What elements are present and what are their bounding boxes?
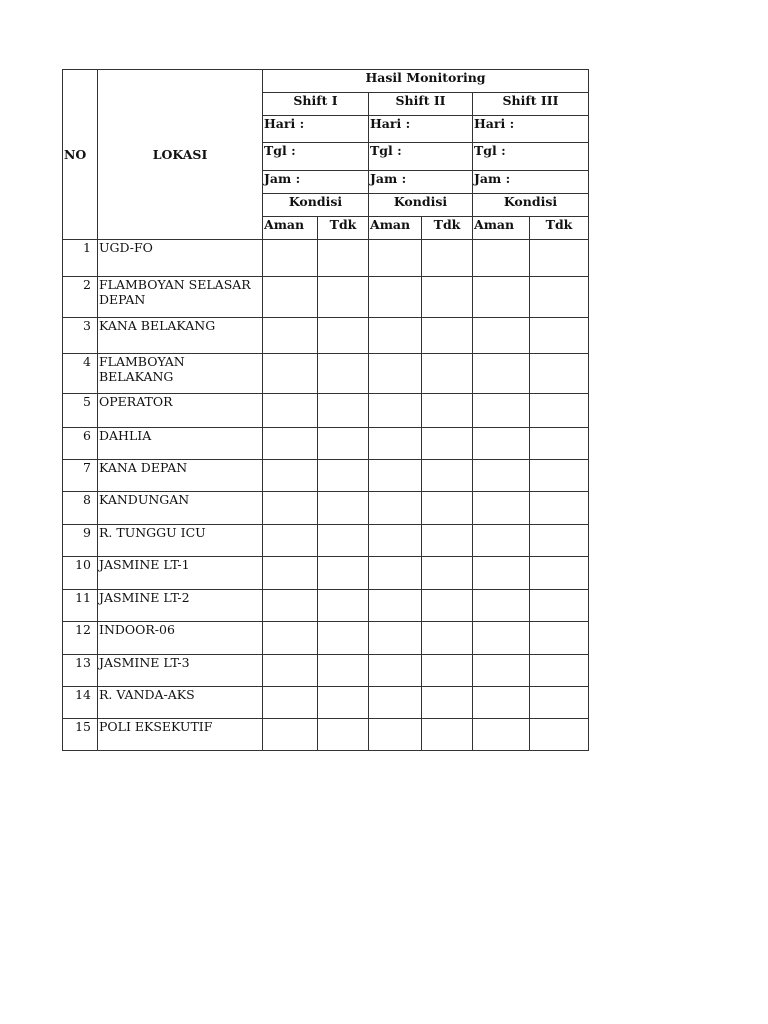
shift-1-aman-cell[interactable] [263, 318, 318, 354]
shift-3-tdk-cell[interactable] [530, 622, 589, 655]
row-lokasi: R. TUNGGU ICU [98, 525, 263, 557]
shift-3-aman-cell[interactable] [473, 719, 530, 751]
shift-2-aman-header: Aman [369, 217, 422, 240]
shift-1-tdk-cell[interactable] [318, 492, 369, 525]
table-row [63, 557, 589, 590]
shift-2-aman-cell[interactable] [369, 590, 422, 622]
shift-2-kondisi: Kondisi [369, 194, 473, 217]
table-row [63, 719, 589, 751]
shift-1-aman-cell[interactable] [263, 492, 318, 525]
shift-2-aman-cell[interactable] [369, 719, 422, 751]
shift-2-aman-cell[interactable] [369, 240, 422, 277]
shift-3-tdk-cell[interactable] [530, 557, 589, 590]
shift-3-aman-cell[interactable] [473, 394, 530, 428]
row-no: 9 [63, 525, 98, 557]
shift-2-tdk-cell[interactable] [422, 492, 473, 525]
table-row [63, 622, 589, 655]
shift-1-tdk-header: Tdk [318, 217, 369, 240]
shift-1-tdk-cell[interactable] [318, 590, 369, 622]
header-shift-3: Shift III [473, 93, 589, 116]
table-row [63, 460, 589, 492]
row-no: 5 [63, 394, 98, 428]
shift-3-tdk-cell[interactable] [530, 525, 589, 557]
row-no: 15 [63, 719, 98, 751]
shift-2-aman-cell[interactable] [369, 655, 422, 687]
shift-3-tdk-cell[interactable] [530, 655, 589, 687]
shift-3-aman-cell[interactable] [473, 428, 530, 460]
shift-1-aman-cell[interactable] [263, 354, 318, 394]
shift-2-aman-cell[interactable] [369, 354, 422, 394]
shift-2-tdk-cell[interactable] [422, 428, 473, 460]
shift-3-kondisi: Kondisi [473, 194, 589, 217]
shift-1-aman-cell[interactable] [263, 719, 318, 751]
shift-1-tdk-cell[interactable] [318, 460, 369, 492]
shift-3-aman-cell[interactable] [473, 687, 530, 719]
shift-1-tdk-cell[interactable] [318, 428, 369, 460]
shift-2-hari[interactable]: Hari : [369, 116, 473, 143]
row-no: 14 [63, 687, 98, 719]
shift-2-tdk-cell[interactable] [422, 354, 473, 394]
shift-2-tdk-cell[interactable] [422, 318, 473, 354]
shift-3-aman-cell[interactable] [473, 240, 530, 277]
shift-3-tdk-cell[interactable] [530, 394, 589, 428]
shift-3-tgl[interactable]: Tgl : [473, 143, 589, 171]
shift-3-aman-cell[interactable] [473, 354, 530, 394]
shift-2-tdk-cell[interactable] [422, 240, 473, 277]
row-no: 1 [63, 240, 98, 277]
shift-2-tdk-cell[interactable] [422, 719, 473, 751]
row-lokasi: KANA DEPAN [98, 460, 263, 492]
monitoring-table [62, 69, 589, 751]
shift-3-hari[interactable]: Hari : [473, 116, 589, 143]
shift-1-aman-cell[interactable] [263, 687, 318, 719]
shift-3-aman-cell[interactable] [473, 590, 530, 622]
row-lokasi: KANA BELAKANG [98, 318, 263, 354]
shift-3-aman-header: Aman [473, 217, 530, 240]
shift-3-aman-cell[interactable] [473, 525, 530, 557]
shift-2-aman-cell[interactable] [369, 318, 422, 354]
shift-2-tgl[interactable]: Tgl : [369, 143, 473, 171]
row-lokasi: KANDUNGAN [98, 492, 263, 525]
shift-2-tdk-cell[interactable] [422, 687, 473, 719]
shift-1-aman-cell[interactable] [263, 525, 318, 557]
row-lokasi: FLAMBOYAN BELAKANG [98, 354, 263, 394]
shift-3-tdk-cell[interactable] [530, 318, 589, 354]
table-row [63, 277, 589, 318]
shift-2-tdk-cell[interactable] [422, 622, 473, 655]
shift-1-aman-cell[interactable] [263, 460, 318, 492]
shift-1-aman-cell[interactable] [263, 240, 318, 277]
shift-3-tdk-cell[interactable] [530, 719, 589, 751]
shift-1-tdk-cell[interactable] [318, 394, 369, 428]
shift-2-aman-cell[interactable] [369, 394, 422, 428]
row-lokasi: JASMINE LT-2 [98, 590, 263, 622]
shift-2-aman-cell[interactable] [369, 277, 422, 318]
row-lokasi: R. VANDA-AKS [98, 687, 263, 719]
shift-2-jam[interactable]: Jam : [369, 171, 473, 194]
shift-1-aman-cell[interactable] [263, 277, 318, 318]
shift-2-tdk-cell[interactable] [422, 655, 473, 687]
shift-1-tdk-cell[interactable] [318, 277, 369, 318]
shift-1-tdk-cell[interactable] [318, 525, 369, 557]
shift-2-tdk-cell[interactable] [422, 277, 473, 318]
header-no: NO [63, 70, 98, 240]
row-no: 6 [63, 428, 98, 460]
shift-1-aman-cell[interactable] [263, 590, 318, 622]
shift-3-tdk-cell[interactable] [530, 428, 589, 460]
row-no: 4 [63, 354, 98, 394]
shift-3-tdk-cell[interactable] [530, 354, 589, 394]
shift-1-tdk-cell[interactable] [318, 655, 369, 687]
shift-2-aman-cell[interactable] [369, 557, 422, 590]
shift-3-tdk-cell[interactable] [530, 590, 589, 622]
shift-2-aman-cell[interactable] [369, 428, 422, 460]
shift-3-tdk-cell[interactable] [530, 687, 589, 719]
shift-3-tdk-header: Tdk [530, 217, 589, 240]
shift-1-tdk-cell[interactable] [318, 622, 369, 655]
shift-3-tdk-cell[interactable] [530, 460, 589, 492]
shift-1-aman-header: Aman [263, 217, 318, 240]
shift-1-kondisi: Kondisi [263, 194, 369, 217]
table-row [63, 492, 589, 525]
shift-1-jam[interactable]: Jam : [263, 171, 369, 194]
shift-1-tdk-cell[interactable] [318, 318, 369, 354]
shift-1-tgl[interactable]: Tgl : [263, 143, 369, 171]
shift-3-tdk-cell[interactable] [530, 492, 589, 525]
shift-1-aman-cell[interactable] [263, 557, 318, 590]
table-row [63, 687, 589, 719]
shift-1-tdk-cell[interactable] [318, 557, 369, 590]
shift-2-tdk-cell[interactable] [422, 394, 473, 428]
shift-3-aman-cell[interactable] [473, 460, 530, 492]
shift-3-tdk-cell[interactable] [530, 240, 589, 277]
shift-3-aman-cell[interactable] [473, 318, 530, 354]
shift-2-tdk-cell[interactable] [422, 460, 473, 492]
row-no: 8 [63, 492, 98, 525]
row-no: 2 [63, 277, 98, 318]
row-lokasi: INDOOR-06 [98, 622, 263, 655]
table-row [63, 240, 589, 277]
header-hasil-monitoring: Hasil Monitoring [263, 70, 589, 93]
shift-2-tdk-cell[interactable] [422, 590, 473, 622]
shift-1-tdk-cell[interactable] [318, 354, 369, 394]
header-shift-2: Shift II [369, 93, 473, 116]
shift-2-aman-cell[interactable] [369, 492, 422, 525]
shift-2-aman-cell[interactable] [369, 687, 422, 719]
row-lokasi: FLAMBOYAN SELASAR DEPAN [98, 277, 263, 318]
row-lokasi: JASMINE LT-1 [98, 557, 263, 590]
table-row [63, 655, 589, 687]
row-lokasi: JASMINE LT-3 [98, 655, 263, 687]
shift-1-tdk-cell[interactable] [318, 719, 369, 751]
shift-3-aman-cell[interactable] [473, 622, 530, 655]
table-row [63, 354, 589, 394]
shift-1-aman-cell[interactable] [263, 394, 318, 428]
shift-2-tdk-cell[interactable] [422, 557, 473, 590]
shift-3-aman-cell[interactable] [473, 655, 530, 687]
row-lokasi: OPERATOR [98, 394, 263, 428]
table-row [63, 318, 589, 354]
row-no: 12 [63, 622, 98, 655]
shift-1-tdk-cell[interactable] [318, 687, 369, 719]
row-no: 13 [63, 655, 98, 687]
shift-3-jam[interactable]: Jam : [473, 171, 589, 194]
shift-2-aman-cell[interactable] [369, 622, 422, 655]
shift-2-aman-cell[interactable] [369, 460, 422, 492]
shift-3-aman-cell[interactable] [473, 492, 530, 525]
table-row [63, 428, 589, 460]
table-row [63, 394, 589, 428]
shift-1-hari[interactable]: Hari : [263, 116, 369, 143]
row-no: 11 [63, 590, 98, 622]
shift-3-aman-cell[interactable] [473, 557, 530, 590]
header-lokasi: LOKASI [98, 70, 263, 240]
row-no: 7 [63, 460, 98, 492]
shift-1-aman-cell[interactable] [263, 622, 318, 655]
shift-2-tdk-cell[interactable] [422, 525, 473, 557]
row-lokasi: POLI EKSEKUTIF [98, 719, 263, 751]
row-lokasi: DAHLIA [98, 428, 263, 460]
row-lokasi: UGD-FO [98, 240, 263, 277]
row-no: 10 [63, 557, 98, 590]
shift-2-tdk-header: Tdk [422, 217, 473, 240]
row-no: 3 [63, 318, 98, 354]
table-row [63, 525, 589, 557]
shift-3-aman-cell[interactable] [473, 277, 530, 318]
shift-2-aman-cell[interactable] [369, 525, 422, 557]
shift-1-tdk-cell[interactable] [318, 240, 369, 277]
header-shift-1: Shift I [263, 93, 369, 116]
shift-1-aman-cell[interactable] [263, 655, 318, 687]
shift-3-tdk-cell[interactable] [530, 277, 589, 318]
shift-1-aman-cell[interactable] [263, 428, 318, 460]
table-row [63, 590, 589, 622]
